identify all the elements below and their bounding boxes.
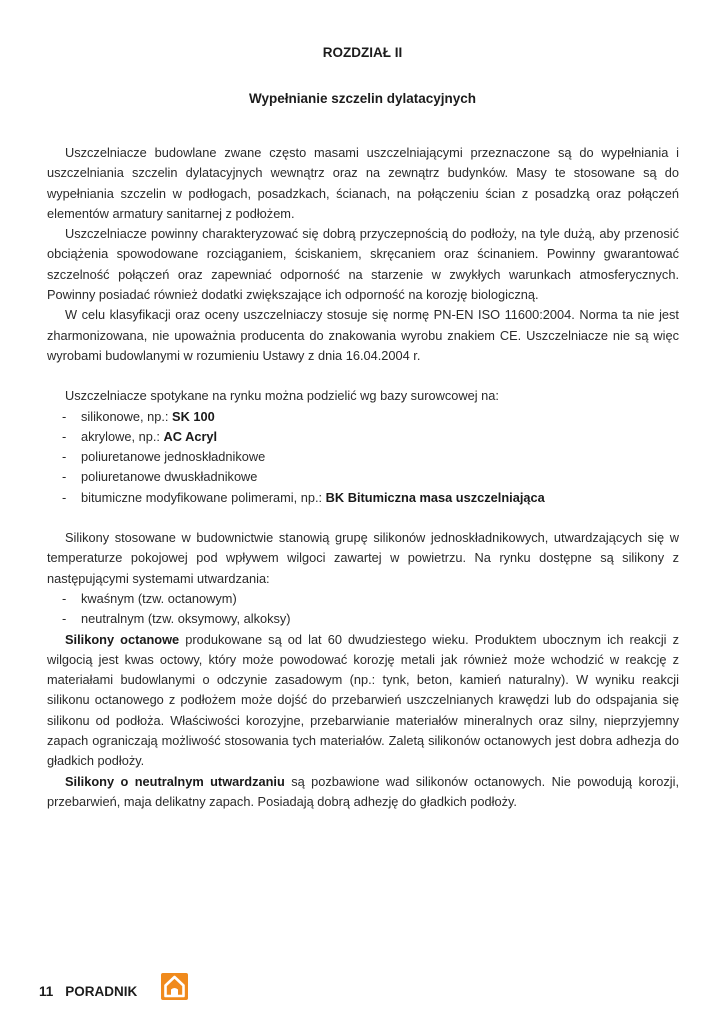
list-item: - kwaśnym (tzw. octanowym) — [47, 589, 679, 609]
acetate-silicones-paragraph: Silikony octanowe produkowane są od lat 60 dwudziestego wieku. Produktem ubocznym ich reakcji z wilgocią jest kwas octowy, który może powodować korozję metali jak również może wchodzić w reakcję z materiałami budowlanymi o odczynie zasadowym (np.: tynk, beton, kamień naturalny). W wyniku reakcji silikonu octanowego z podłożem może dojść do przebarwień uszczelnianych krawędzi lub do odspajania się silikonu od podłoża. Właściwości korozyjne, przebarwianie materiałów mineralnych oraz silny, nieprzyjemny zapach ograniczają możliwość stosowania tych materiałów. Zaletą silikonów octanowych jest dobra adhezja do gładkich podłoży. — [47, 631, 679, 769]
page-number: 11 — [39, 984, 54, 999]
list-item: - bitumiczne modyfikowane polimerami, np.: BK Bitumiczna masa uszczelniająca — [47, 488, 679, 508]
list-item: - neutralnym (tzw. oksymowy, alkoksy) — [47, 609, 679, 629]
list-item: - poliuretanowe jednoskładnikowe — [47, 447, 679, 467]
silicones-intro: Silikony stosowane w budownictwie stanowią grupę silikonów jednoskładnikowych, utwardzających się w temperaturze pokojowej pod wpływem wilgoci zawartej w powietrzu. Na rynku dostępne są silikony z następującymi systemami utwardzania: — [47, 530, 679, 586]
footer-label: PORADNIK — [65, 984, 138, 999]
classification-list — [47, 407, 679, 508]
page-footer — [39, 984, 137, 999]
paragraph: Uszczelniacze budowlane zwane często masami uszczelniającymi przeznaczone są do wypełniania i uszczelniania szczelin dylatacyjnych wewnątrz oraz na zewnątrz budynków. Masy te stosowane są do wypełniania szczelin w podłogach, posadzkach, ścianach, na połączeniu ścian z posadzką oraz połączeń elementów armatury sanitarnej z podłożem. — [47, 145, 679, 221]
paragraph: W celu klasyfikacji oraz oceny uszczelniaczy stosuje się normę PN-EN ISO 11600:2004. Norma ta nie jest zharmonizowana, nie upoważnia producenta do znakowania wyrobu znakiem CE. Uszczelniacze nie są więc wyrobami budowlanymi w rozumieniu Ustawy z dnia 16.04.2004 r. — [47, 307, 679, 363]
section-title: Wypełnianie szczelin dylatacyjnych — [248, 91, 477, 106]
curing-systems-list — [47, 589, 679, 630]
list-item: - poliuretanowe dwuskładnikowe — [47, 467, 679, 487]
list-item: - akrylowe, np.: AC Acryl — [47, 427, 679, 447]
classification-intro: Uszczelniacze spotykane na rynku można podzielić wg bazy surowcowej na: — [65, 388, 499, 404]
neutral-silicones-paragraph: Silikony o neutralnym utwardzaniu są pozbawione wad silikonów octanowych. Nie powodują korozji, przebarwień, maja delikatny zapach. Posiadają dobrą adhezję do gładkich podłoży. — [47, 773, 680, 809]
chapter-heading: ROZDZIAŁ II — [322, 45, 403, 60]
list-item: - silikonowe, np.: SK 100 — [47, 407, 679, 427]
house-logo-icon — [161, 973, 188, 1000]
document-body — [47, 143, 679, 812]
paragraph: Uszczelniacze powinny charakteryzować się dobrą przyczepnością do podłoży, na tyle dużą, aby przenosić obciążenia spowodowane rozciąganiem, ściskaniem, skręcaniem oraz ścinaniem. Powinny gwarantować szczelność połączeń oraz zapewniać odporność na starzenie w zwykłych warunkach atmosferycznych. Powinny posiadać również dodatki zwiększające ich odporność na korozję biologiczną. — [47, 226, 679, 303]
